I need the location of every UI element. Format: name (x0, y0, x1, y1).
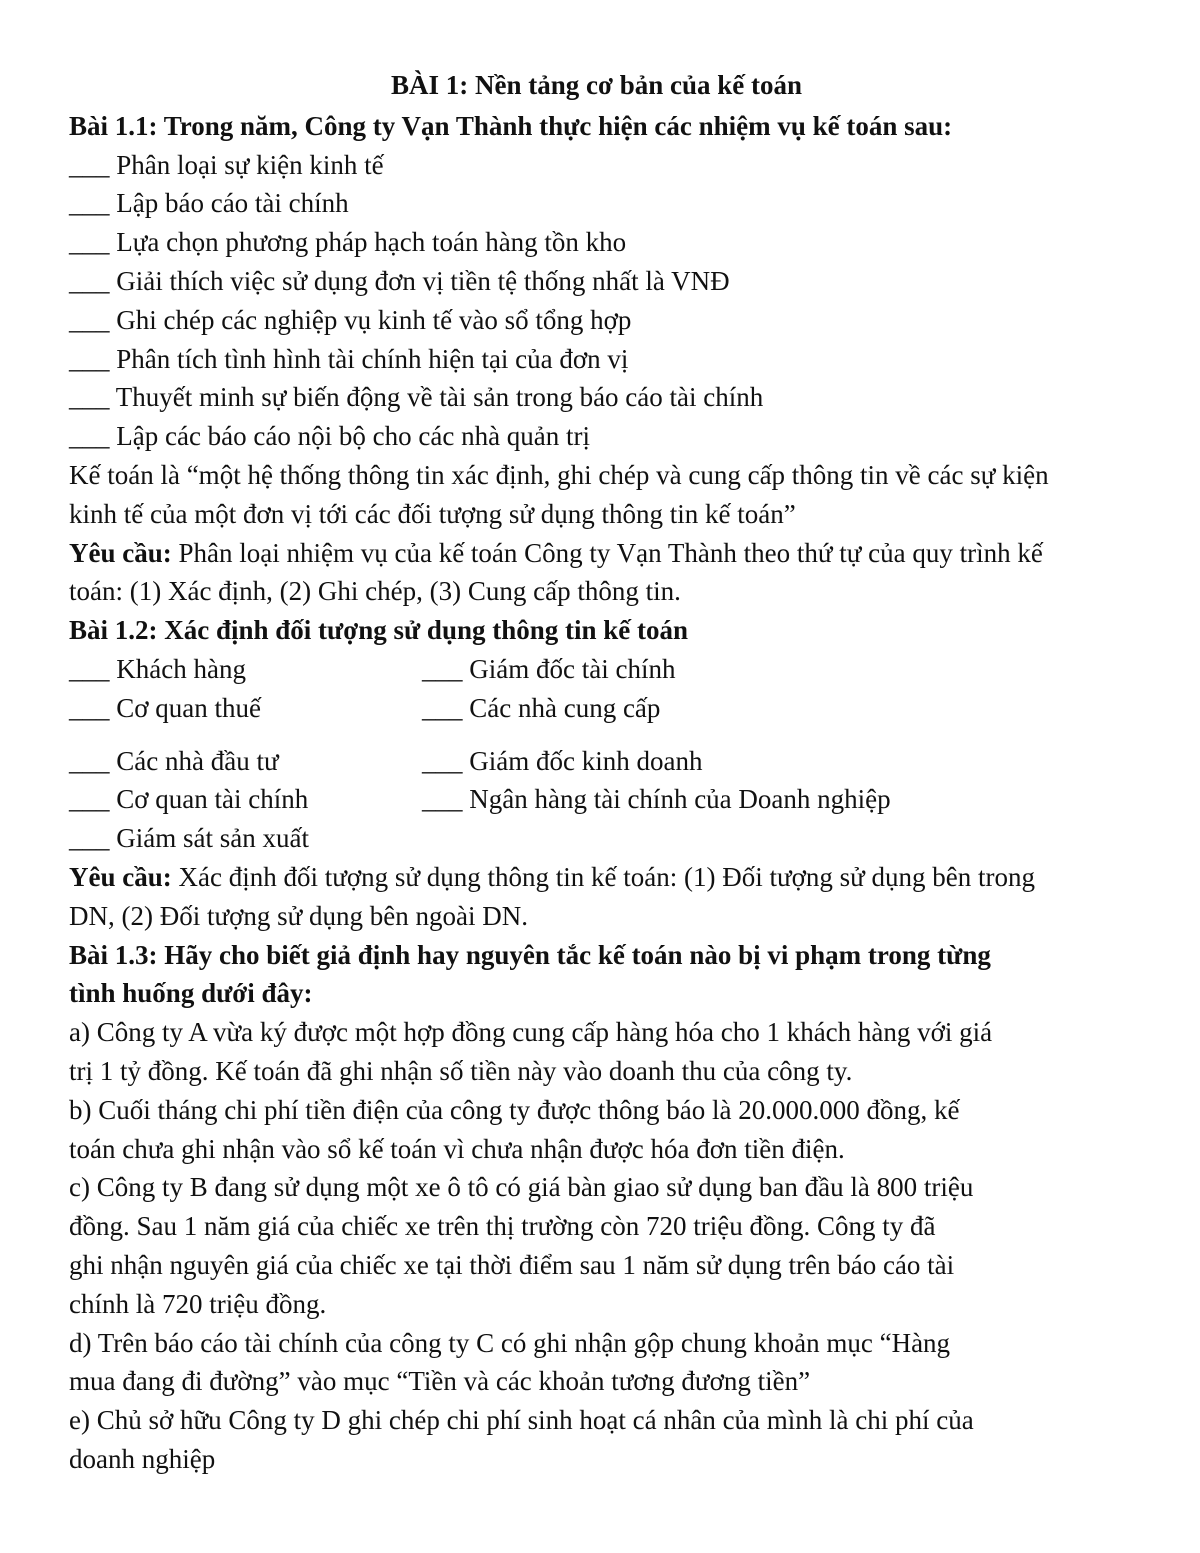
task-item: ___ Lập các báo cáo nội bộ cho các nhà quản trị (69, 421, 591, 452)
user-item-right: ___ Các nhà cung cấp (422, 692, 661, 723)
accounting-definition-line: Kế toán là “một hệ thống thông tin xác định, ghi chép và cung cấp thông tin về các sự kiện (69, 459, 1049, 490)
user-item-left: ___ Giám sát sản xuất (69, 823, 309, 854)
case-b-line: b) Cuối tháng chi phí tiền điện của công ty được thông báo là 20.000.000 đồng, kế (69, 1094, 960, 1125)
requirement-label: Yêu cầu: (69, 537, 172, 568)
case-c-line: ghi nhận nguyên giá của chiếc xe tại thời điểm sau 1 năm sử dụng trên báo cáo tài (69, 1249, 955, 1280)
user-item-left: ___ Khách hàng (69, 653, 246, 684)
case-e-line: e) Chủ sở hữu Công ty D ghi chép chi phí sinh hoạt cá nhân của mình là chi phí của (69, 1405, 974, 1436)
case-a-line: trị 1 tỷ đồng. Kế toán đã ghi nhận số tiền này vào doanh thu của công ty. (69, 1055, 853, 1086)
task-item: ___ Lập báo cáo tài chính (69, 188, 349, 219)
user-item-left: ___ Cơ quan tài chính (69, 784, 309, 815)
requirement-text-continued: toán: (1) Xác định, (2) Ghi chép, (3) Cung cấp thông tin. (69, 576, 681, 607)
exercise-1-2-heading: Bài 1.2: Xác định đối tượng sử dụng thông tin kế toán (69, 615, 689, 646)
requirement-text: Phân loại nhiệm vụ của kế toán Công ty Vạn Thành theo thứ tự của quy trình kế (171, 537, 1043, 568)
task-item: ___ Ghi chép các nghiệp vụ kinh tế vào sổ tổng hợp (69, 304, 632, 335)
case-b-line: toán chưa ghi nhận vào sổ kế toán vì chưa nhận được hóa đơn tiền điện. (69, 1133, 845, 1164)
user-item-left: ___ Cơ quan thuế (69, 692, 262, 723)
case-c-line: chính là 720 triệu đồng. (69, 1288, 327, 1319)
task-item: ___ Giải thích việc sử dụng đơn vị tiền tệ thống nhất là VNĐ (69, 265, 730, 296)
exercise-1-2-requirement (69, 858, 1149, 897)
user-item-right: ___ Ngân hàng tài chính của Doanh nghiệp (422, 784, 891, 815)
user-item-right: ___ Giám đốc tài chính (422, 653, 676, 684)
case-c-line: c) Công ty B đang sử dụng một xe ô tô có giá bàn giao sử dụng ban đầu là 800 triệu (69, 1172, 974, 1203)
requirement-label: Yêu cầu: (69, 861, 172, 892)
page-title: BÀI 1: Nền tảng cơ bản của kế toán (391, 70, 802, 100)
exercise-1-3 (69, 936, 1149, 1479)
case-d-line: d) Trên báo cáo tài chính của công ty C có ghi nhận gộp chung khoản mục “Hàng (69, 1327, 951, 1358)
user-row (69, 742, 1149, 781)
exercise-1-2 (69, 611, 1149, 935)
task-item: ___ Thuyết minh sự biến động về tài sản trong báo cáo tài chính (69, 382, 764, 413)
case-a-line: a) Công ty A vừa ký được một hợp đồng cung cấp hàng hóa cho 1 khách hàng với giá (69, 1017, 993, 1048)
exercise-1-1-heading: Bài 1.1: Trong năm, Công ty Vạn Thành thực hiện các nhiệm vụ kế toán sau: (69, 110, 953, 141)
task-item: ___ Lựa chọn phương pháp hạch toán hàng tồn kho (69, 227, 627, 258)
requirement-text: Xác định đối tượng sử dụng thông tin kế toán: (1) Đối tượng sử dụng bên trong (171, 861, 1036, 892)
user-row (69, 780, 1149, 819)
case-d-line: mua đang đi đường” vào mục “Tiền và các khoản tương đương tiền” (69, 1366, 811, 1397)
task-item: ___ Phân loại sự kiện kinh tế (69, 149, 384, 180)
exercise-1-1-requirement (69, 534, 1149, 573)
case-c-line: đồng. Sau 1 năm giá của chiếc xe trên thị trường còn 720 triệu đồng. Công ty đã (69, 1211, 936, 1242)
exercise-1-3-heading-continued: tình huống dưới đây: (69, 978, 313, 1009)
user-item-left: ___ Các nhà đầu tư (69, 745, 279, 776)
user-row (69, 689, 1149, 728)
task-item: ___ Phân tích tình hình tài chính hiện tại của đơn vị (69, 343, 629, 374)
user-row (69, 650, 1149, 689)
accounting-definition-line: kinh tế của một đơn vị tới các đối tượng sử dụng thông tin kế toán” (69, 498, 796, 529)
exercise-1-1 (69, 107, 1149, 611)
document-page (69, 66, 1149, 1479)
requirement-text-continued: DN, (2) Đối tượng sử dụng bên ngoài DN. (69, 900, 528, 931)
case-e-line: doanh nghiệp (69, 1443, 216, 1474)
user-row (69, 819, 1149, 858)
user-item-right: ___ Giám đốc kinh doanh (422, 745, 703, 776)
exercise-1-3-heading: Bài 1.3: Hãy cho biết giả định hay nguyên tắc kế toán nào bị vi phạm trong từng (69, 939, 991, 970)
